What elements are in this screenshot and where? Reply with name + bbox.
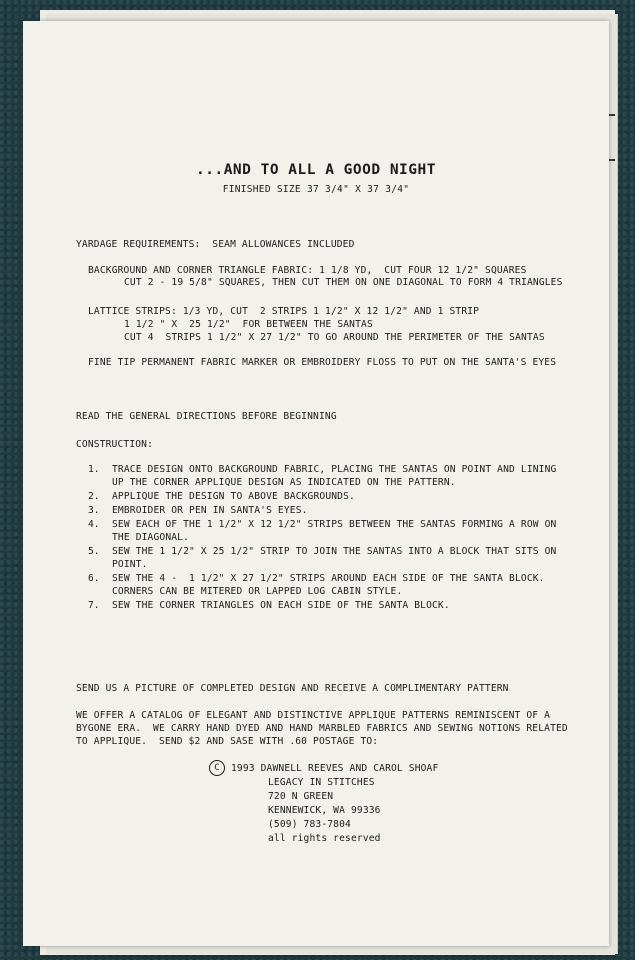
lattice-line-2: 1 1/2 " X 25 1/2" FOR BETWEEN THE SANTAS bbox=[124, 319, 373, 330]
step-number: 5. bbox=[88, 546, 100, 557]
send-picture-line: SEND US A PICTURE OF COMPLETED DESIGN AND RECEIVE A COMPLIMENTARY PATTERN bbox=[76, 683, 509, 694]
finished-size: FINISHED SIZE 37 3/4" X 37 3/4" bbox=[222, 184, 410, 195]
catalog-line-3: TO APPLIQUE. SEND $2 AND SASE WITH .60 POSTAGE TO: bbox=[76, 736, 379, 747]
step-number: 1. bbox=[88, 464, 100, 475]
company-name: LEGACY IN STITCHES bbox=[268, 777, 375, 788]
step-number: 7. bbox=[88, 600, 100, 611]
construction-heading: CONSTRUCTION: bbox=[76, 439, 154, 450]
step-text: SEW EACH OF THE 1 1/2" X 12 1/2" STRIPS BETWEEN THE SANTAS FORMING A ROW ON bbox=[112, 519, 557, 530]
read-directions: READ THE GENERAL DIRECTIONS BEFORE BEGINNING bbox=[76, 411, 337, 422]
marker-line: FINE TIP PERMANENT FABRIC MARKER OR EMBROIDERY FLOSS TO PUT ON THE SANTA'S EYES bbox=[88, 357, 557, 368]
pattern-instruction-sheet bbox=[23, 21, 609, 946]
step-number: 6. bbox=[88, 573, 100, 584]
yardage-heading: YARDAGE REQUIREMENTS: SEAM ALLOWANCES INCLUDED bbox=[76, 239, 355, 250]
phone-number: (509) 783-7804 bbox=[268, 819, 351, 830]
step-text: SEW THE CORNER TRIANGLES ON EACH SIDE OF THE SANTA BLOCK. bbox=[112, 600, 450, 611]
step-number: 4. bbox=[88, 519, 100, 530]
background-fabric-line-2: CUT 2 - 19 5/8" SQUARES, THEN CUT THEM ON ONE DIAGONAL TO FORM 4 TRIANGLES bbox=[124, 277, 563, 288]
step-text: THE DIAGONAL. bbox=[112, 532, 190, 543]
copyright-line: 1993 DAWNELL REEVES AND CAROL SHOAF bbox=[231, 763, 439, 774]
step-text: EMBROIDER OR PEN IN SANTA'S EYES. bbox=[112, 505, 308, 516]
catalog-line-1: WE OFFER A CATALOG OF ELEGANT AND DISTINCTIVE APPLIQUE PATTERNS REMINISCENT OF A bbox=[76, 710, 551, 721]
rights-reserved: all rights reserved bbox=[268, 833, 381, 844]
lattice-line-1: LATTICE STRIPS: 1/3 YD, CUT 2 STRIPS 1 1/2" X 12 1/2" AND 1 STRIP bbox=[88, 306, 480, 317]
step-text: UP THE CORNER APPLIQUE DESIGN AS INDICATED ON THE PATTERN. bbox=[112, 477, 456, 488]
step-text: CORNERS CAN BE MITERED OR LAPPED LOG CABIN STYLE. bbox=[112, 586, 403, 597]
edge-mark bbox=[609, 114, 615, 116]
step-text: SEW THE 1 1/2" X 25 1/2" STRIP TO JOIN THE SANTAS INTO A BLOCK THAT SITS ON bbox=[112, 546, 557, 557]
street-address: 720 N GREEN bbox=[268, 791, 334, 802]
city-state-zip: KENNEWICK, WA 99336 bbox=[268, 805, 381, 816]
lattice-line-3: CUT 4 STRIPS 1 1/2" X 27 1/2" TO GO AROUND THE PERIMETER OF THE SANTAS bbox=[124, 332, 545, 343]
step-text: TRACE DESIGN ONTO BACKGROUND FABRIC, PLACING THE SANTAS ON POINT AND LINING bbox=[112, 464, 557, 475]
step-number: 3. bbox=[88, 505, 100, 516]
step-text: SEW THE 4 - 1 1/2" X 27 1/2" STRIPS AROUND EACH SIDE OF THE SANTA BLOCK. bbox=[112, 573, 545, 584]
step-number: 2. bbox=[88, 491, 100, 502]
edge-mark bbox=[609, 159, 615, 161]
step-text: APPLIQUE THE DESIGN TO ABOVE BACKGROUNDS. bbox=[112, 491, 355, 502]
catalog-line-2: BYGONE ERA. WE CARRY HAND DYED AND HAND MARBLED FABRICS AND SEWING NOTIONS RELATED bbox=[76, 723, 568, 734]
background-fabric-line-1: BACKGROUND AND CORNER TRIANGLE FABRIC: 1 1/8 YD, CUT FOUR 12 1/2" SQUARES bbox=[88, 265, 527, 276]
page-title: ...AND TO ALL A GOOD NIGHT bbox=[196, 162, 436, 178]
step-text: POINT. bbox=[112, 559, 148, 570]
copyright-symbol: C bbox=[209, 760, 225, 776]
